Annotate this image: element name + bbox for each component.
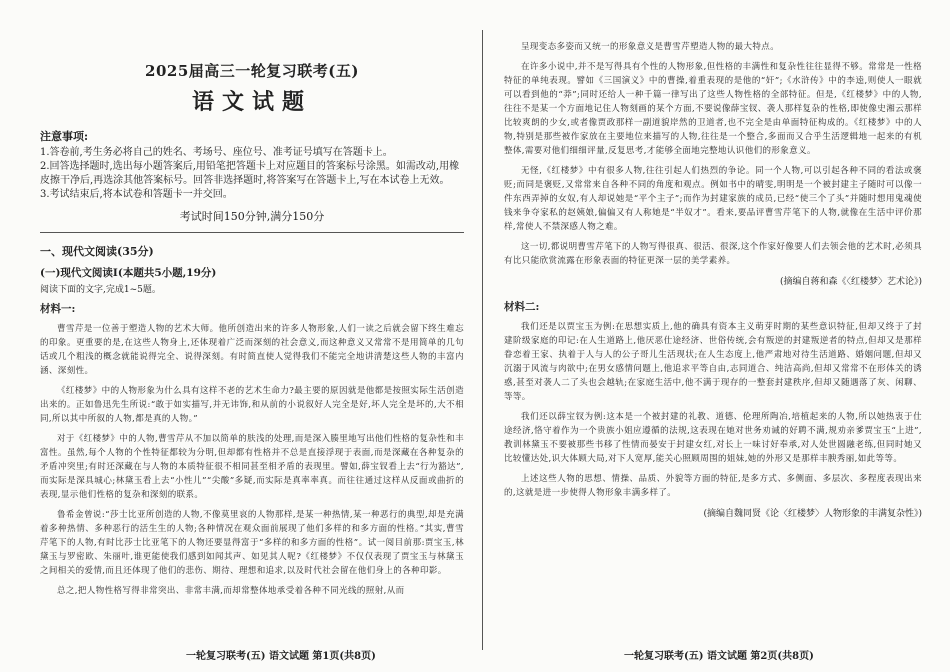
material-label: 材料一: — [40, 303, 76, 315]
exam-time: 考试时间150分钟,满分150分 — [179, 210, 325, 223]
paragraph: 无怪,《红楼梦》中有很多人物,往往引起人们热烈的争论。同一个人物,可以引起各种不同的看法或褒贬;而同是褒贬,又常常来自各种不同的角度和观点。例如书中的晴雯,明明是一个被封建主子随时可以像一件东西弄掉的女奴,有人却说她是“平个主子”;而作为封建家族的成员,已经“使三个了头”并随时想用鬼魂使钱来争夺家私的赵姨娘,偏偏又有人称她是“半奴才”。看来,要品评曹雪芹笔下的人物,就像在生活中评价那样,常使人不禁深感人物之难。 — [504, 166, 922, 232]
paragraph: 我们还以薛宝钗为例:这本是一个被封建的礼教、道德、伦理所陶冶,培植起来的人物,所以她热衷于仕途经济,恪守着作为一个贵族小姐应遵循的法规,这表现在她对世务劝诫的好聘不满,规劝亲爹贾宝玉“上进”,教训林黛玉不要被那些书移了性情而晏安于封建女红,对长上一味讨好奉承,对人处世圆融老练,但同时她又比较懂达处,识大体顾大局,对下人宽厚,能关心照顾周围的姐妹,她的外形又是那样丰腴秀丽,如此等等。 — [504, 412, 922, 464]
subject-title: 语文试题 — [191, 89, 312, 115]
notice-item: 3.考试结束后,将本试卷和答题卡一并交回。 — [40, 189, 233, 200]
notice-title: 注意事项: — [40, 130, 89, 143]
paragraph: 鲁希金曾说:“莎士比亚所创造的人物,不像莫里哀的人物那样,是某一种热情,某一种恶行的典型,却是充满着多种热情、多种恶行的活生生的人物;各种情况在观众面前展现了他们多样的和多方面的性格。”其实,曹雪芹笔下的人物,有时比莎士比亚笔下的人物还要显得富于“多样的和多方面的性格”。试一阅目前那:贾宝玉,林黛玉与罗密欧、朱丽叶,谁更能使我们感到如闻其声、如见其人呢?《红楼梦》不仅仅表现了贾宝玉与林黛玉之间相关的爱情,而且还体现了他们的悲伤、期待、理想和追求,以及时代社会留在他们身上的各种印影。 — [40, 510, 464, 576]
notice-item: 2.回答选择题时,选出每小题答案后,用铅笔把答题卡上对应题目的答案标号涂黑。如需改动,用橡皮擦干净后,再选涂其他答案标号。回答非选择题时,将答案写在答题卡上,写在本试卷上无效。 — [40, 161, 460, 186]
paragraph: 在许多小说中,并不是写得具有个性的人物形象,但性格的丰满性和复杂性往往显得不够。常常是一性格特征的单纯表现。譬如《三国演义》中的曹操,着重表现的是他的“奸”;《水浒传》中的李逵,则使人一眼就可以看到他的“莽”;同时还给人一种千篇一律写出了这些人物性格的全部特征。但是,《红楼梦》中的人物,往往不是某一个方面地记住人物刻画的某个方面,不要说像薛宝钗、袭人那样复杂的性格,即使像史湘云那样比较爽朗的少女,或者像贾政那样一副道貌岸然的卫道者,也不完全是由单面特征构成的。《红楼梦》中的人物,特别是那些被作家放在主要地位来描写的人物,往往是一个整合,多面而又合乎生活逻辑地一起来的有机整体,需要对他们细细评量,反复思考,才能够全面地完整地认识他们的形象意义。 — [504, 62, 922, 156]
paragraph: 呈现变态多姿而又统一的形象意义是曹雪芹塑造人物的最大特点。 — [521, 42, 780, 52]
notice-item: 1.答卷前,考生务必将自己的姓名、考场号、座位号、准考证号填写在答题卡上。 — [40, 147, 393, 158]
page-footer: 一轮复习联考(五) 语文试题 第2页(共8页) — [624, 651, 814, 662]
paragraph: 《红楼梦》中的人物形象为什么具有这样不老的艺术生命力?最主要的原因就是他都是按照实际生活创造出来的。正如鲁迅先生所说:“敢于如实描写,并无讳饰,和从前的小说叙好人完全是好,坏人完全是坏的,大不相同,所以其中所叙的人物,都是真的人物。” — [40, 386, 464, 424]
source-citation: (摘编自魏同贤《论〈红楼梦〉人物形象的丰满复杂性》) — [703, 509, 922, 519]
page-right — [484, 0, 950, 672]
paragraph: 上述这些人物的思想、情操、品质、外貌等方面的特征,是多方式、多侧面、多层次、多程度表现出来的,这就是进一步使得人物形象丰满多样了。 — [504, 474, 922, 498]
paragraph: 总之,把人物性格写得非常突出、非常丰满,而却常整体地承受着各种不同光线的照射,从而 — [57, 586, 405, 596]
material-label: 材料二: — [504, 301, 540, 313]
section-heading: 一、现代文阅读(35分) — [40, 245, 154, 258]
paragraph: 我们还是以贾宝玉为例:在思想实质上,他的确具有资本主义萌芽时期的某些意识特征,但却又终于了封建阶级家庭的印记:在人生道路上,他厌恶仕途经济、世俗传统,会有叛逆的封建叛逆者的特点,但却又是那样眷恋着王家、执着于人与人的公子哥儿生活现状;在人生态度上,他严肃地对待生活道路、婚姻问题,但却又沉溺于风流与肉欲中;在男女感情问题上,他追求平等自由,志同道合、纯洁高尚,但却又常常不在形体关的诱惑,甚至对袭人二了头也会越轨;在家庭生活中,他不满于现存的一整套封建秩序,但却又随遇落了灰、闲聊、等等。 — [504, 322, 922, 402]
paragraph: 曹雪芹是一位善于塑造人物的艺术大师。他所创造出来的许多人物形象,人们一读之后就会留下终生难忘的印象。更重要的是,在这些人物身上,还体现着广泛而深刻的社会意义,而这种意义又常常不是用简单的几句话或几个粗浅的概念就能说得完全、说得深刻。有时简直使人觉得我们不能完全地讲清楚这些人物的丰富内涵、深刻性。 — [40, 324, 464, 376]
page-footer: 一轮复习联考(五) 语文试题 第1页(共8页) — [186, 651, 376, 662]
subsection-heading: (一)现代文阅读Ⅰ(本题共5小题,19分) — [40, 267, 217, 279]
exam-title: 2025届高三一轮复习联考(五) — [145, 62, 359, 80]
source-citation: (摘编自蒋和森《〈红楼梦〉艺术论》) — [779, 277, 922, 287]
instruction-text: 阅读下面的文字,完成1~5题。 — [40, 285, 161, 295]
paragraph: 对于《红楼梦》中的人物,曹雪芹从不加以简单的肤浅的处理,而是深入腠里地写出他们性格的复杂性和丰富性。虽然,每个人物的个性特征都较为分明,但却都有性格并不总是直接浮现于表面,而是深藏在各种复杂的矛盾冲突里;有时还深藏在与人物的本质特征很不相同甚至相矛盾的表现里。譬如,薛宝钗看上去“行为豁达”,而实际是深具城心;林黛玉看上去“小性儿”“尖酸”多疑,而实际是真率率真。而往往通过这样从反面或曲折的表现,显示他们性格的复杂和深刻的联系。 — [40, 434, 464, 500]
page-divider — [482, 30, 483, 650]
paragraph: 这一切,都说明曹雪芹笔下的人物写得很真、很活、很深,这个作家好像要人们去领会他的艺术时,必须具有比只能欣赏流露在形象表面的特征更深一层的美学素养。 — [504, 242, 922, 266]
divider-rule — [40, 232, 464, 233]
